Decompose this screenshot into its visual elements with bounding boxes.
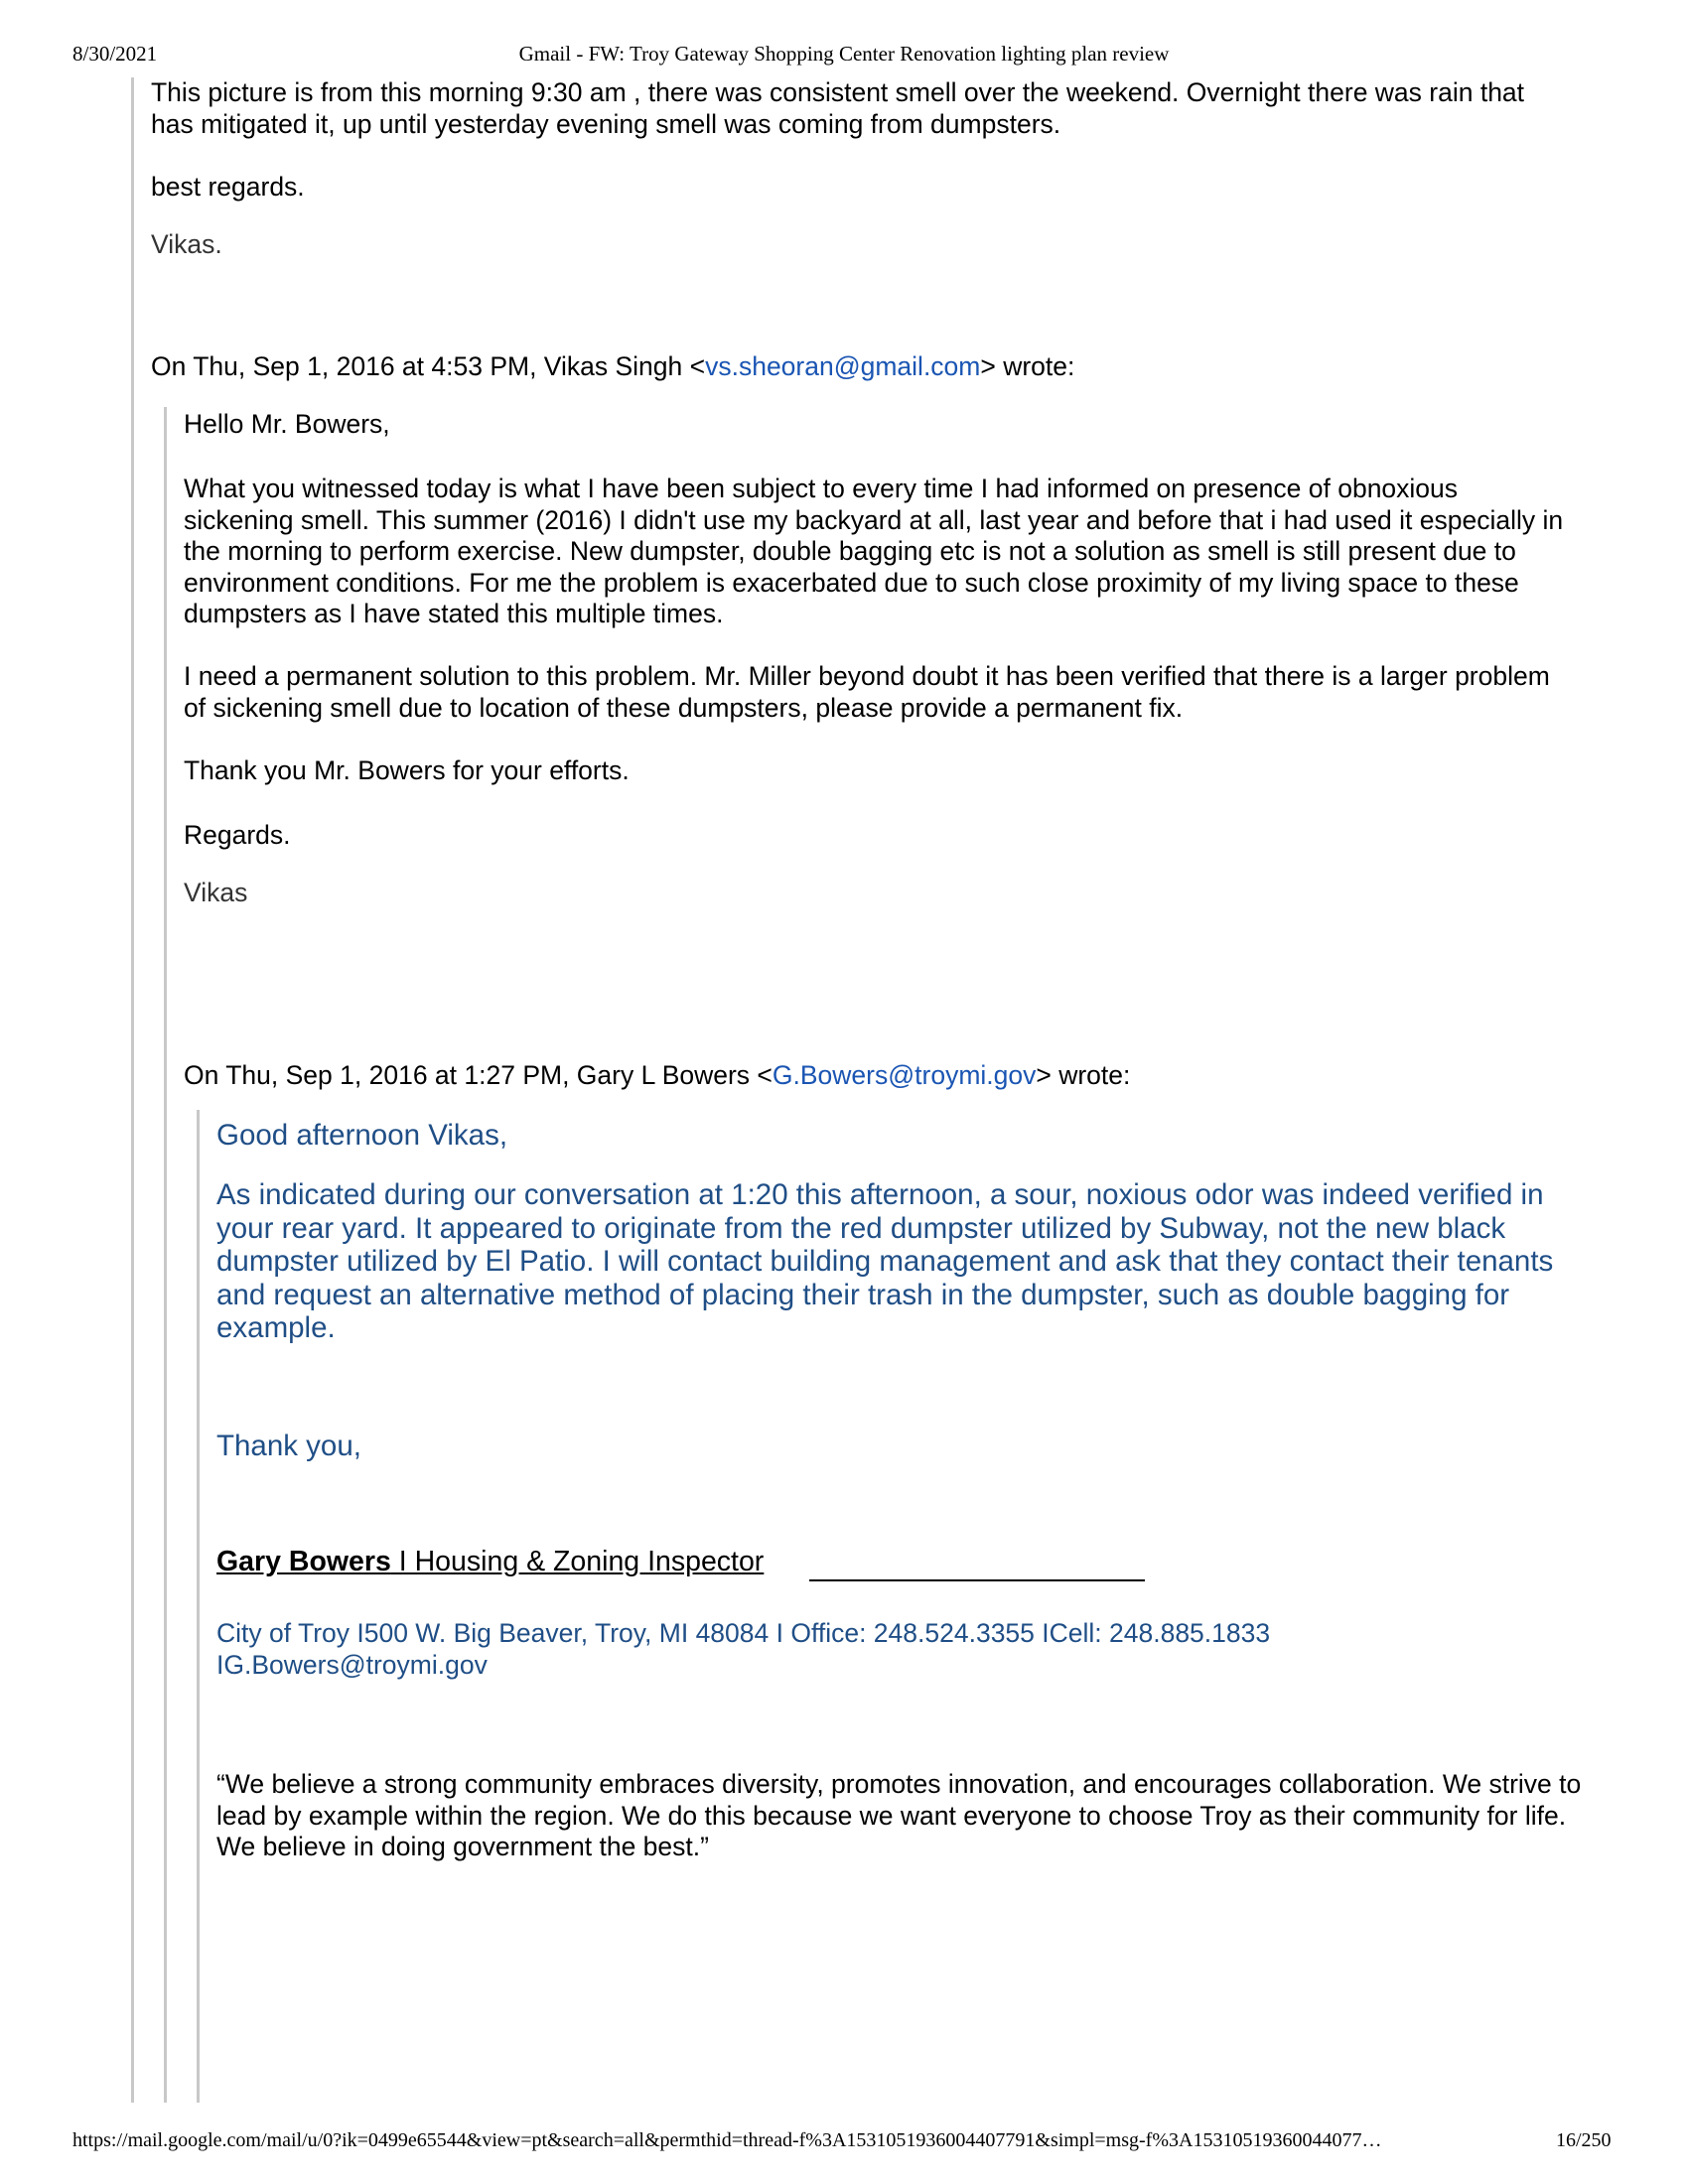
quote2-greeting: Good afternoon Vikas,: [216, 1119, 508, 1152]
quote1-greeting: Hello Mr. Bowers,: [184, 409, 390, 439]
contact-line: City of Troy I500 W. Big Beaver, Troy, MI 48084 I Office: 248.524.3355 ICell: 248.885.1833: [216, 1618, 1271, 1648]
quote1-thanks: Thank you Mr. Bowers for your efforts.: [184, 755, 630, 785]
print-url: https://mail.google.com/mail/u/0?ik=0499e65544&view=pt&search=all&permthid=thread-f%3A1531051936004407791&simpl=msg-f%3A15310519360044077…: [72, 2129, 1382, 2151]
message-paragraph: This picture is from this morning 9:30 am , there was consistent smell over the weekend. Overnight there was rain that has mitigated it, up until yesterday evening smell was coming from dumpsters.: [151, 77, 1525, 139]
print-date: 8/30/2021: [72, 42, 158, 66]
quote-bar-inner: [197, 1110, 200, 2103]
contact-email-line[interactable]: IG.Bowers@troymi.gov: [216, 1650, 488, 1680]
attribution-text: On Thu, Sep 1, 2016 at 1:27 PM, Gary L Bowers <: [184, 1060, 773, 1090]
attribution-text: > wrote:: [980, 351, 1075, 381]
quote1-paragraph: I need a permanent solution to this problem. Mr. Miller beyond doubt it has been verified that there is a larger problem of sickening smell due to location of these dumpsters, please provide a permanent fix.: [184, 661, 1550, 723]
quote2-paragraph: As indicated during our conversation at 1:20 this afternoon, a sour, noxious odor was indeed verified in your rear yard. It appeared to originate from the red dumpster utilized by Subway, not the new black dumpster utilized by El Patio. I will contact building management and ask that they contact their tenants and request an alternative method of placing their trash in the dumpster, such as double bagging for example.: [216, 1178, 1554, 1344]
email-link[interactable]: vs.sheoran@gmail.com: [705, 351, 981, 381]
quote2-attribution: [184, 1060, 1130, 1092]
signature-name: Gary Bowers: [216, 1546, 391, 1577]
quote-bar-middle: [164, 407, 167, 2103]
quote1-regards: Regards.: [184, 820, 291, 850]
quote1-paragraph: What you witnessed today is what I have been subject to every time I had informed on presence of obnoxious sickening smell. This summer (2016) I didn't use my backyard at all, last year and before that i had used it especially in the morning to perform exercise. New dumpster, double bagging etc is not a solution as smell is still present due to environment conditions. For me the problem is exacerbated due to such close proximity of my living space to these dumpsters as I have stated this multiple times.: [184, 474, 1564, 628]
print-title: Gmail - FW: Troy Gateway Shopping Center Renovation lighting plan review: [518, 42, 1170, 66]
signature-title: I Housing & Zoning Inspector: [390, 1546, 765, 1577]
quote-bar-outer: [131, 77, 134, 2103]
quote1-attribution: [151, 351, 1074, 383]
quote1-signature: Vikas: [184, 878, 248, 907]
page-number: 16/250: [1556, 2129, 1612, 2151]
email-link[interactable]: G.Bowers@troymi.gov: [772, 1060, 1037, 1090]
quote2-thanks: Thank you,: [216, 1430, 361, 1462]
attribution-text: On Thu, Sep 1, 2016 at 4:53 PM, Vikas Singh <: [151, 351, 706, 381]
message-signature: Vikas.: [151, 229, 222, 259]
attribution-text: > wrote:: [1036, 1060, 1131, 1090]
signature-rule: [809, 1579, 1145, 1581]
signature-line: [216, 1547, 764, 1578]
city-motto: “We believe a strong community embraces diversity, promotes innovation, and encourages collaboration. We strive to lead by example within the region. We do this because we want everyone to choose Troy as their community for life. We believe in doing government the best.”: [216, 1769, 1582, 1861]
message-regards: best regards.: [151, 172, 305, 202]
